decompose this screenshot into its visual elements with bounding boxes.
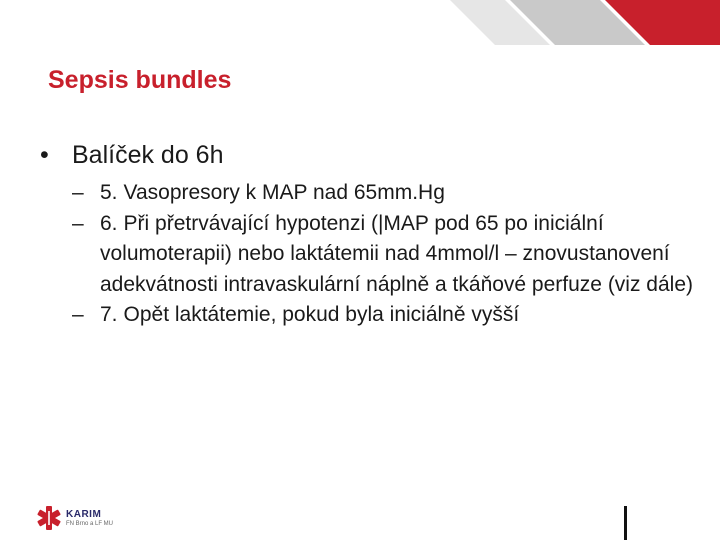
- subitem-text: Vasopresory k MAP nad 65mm.Hg: [123, 181, 445, 204]
- subitem: [72, 178, 700, 209]
- bullet-item: [40, 140, 700, 170]
- bullet-text: Balíček do 6h: [72, 141, 224, 169]
- subitem-dash: –: [72, 211, 84, 235]
- logo-subtitle: FN Brno a LF MU: [66, 520, 114, 527]
- slide-content: [40, 140, 700, 331]
- subitem-number: 5.: [100, 181, 118, 204]
- logo-name: KARIM: [66, 508, 102, 520]
- star-of-life-icon: [36, 505, 62, 531]
- subitem: [72, 209, 700, 301]
- slide-title: Sepsis bundles: [48, 66, 232, 94]
- corner-decoration: [450, 0, 720, 45]
- subitem: [72, 300, 700, 331]
- subitem-dash: –: [72, 181, 84, 204]
- subitem-text: Při přetrvávající hypotenzi (|MAP pod 65 po iniciální volumoterapii) nebo laktátemii nad 4mmol/l – znovustanovení adekvátnosti intravaskulární náplně a tkáňové perfuze (viz dále): [100, 211, 694, 296]
- subitem-dash: –: [72, 303, 84, 326]
- bullet-dot: •: [40, 141, 49, 169]
- subitem-text: Opět laktátemie, pokud byla iniciálně vyšší: [123, 303, 520, 326]
- subitem-number: 7.: [100, 303, 118, 326]
- footer-divider: [624, 506, 627, 540]
- subitem-number: 6.: [100, 211, 118, 235]
- subitem-list: [40, 178, 700, 331]
- karim-logo: [36, 505, 113, 531]
